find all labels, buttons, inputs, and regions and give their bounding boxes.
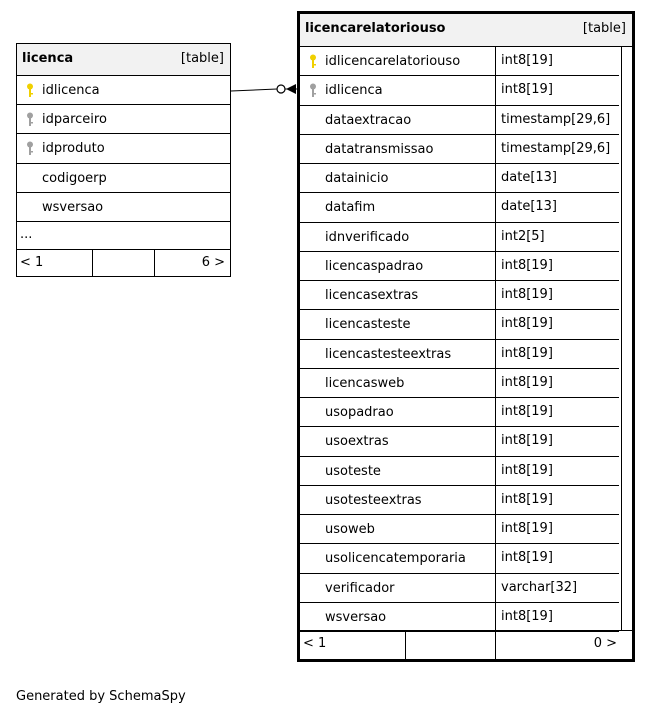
column-type: int8[19] — [501, 82, 553, 98]
column-name: usoextras — [325, 434, 389, 450]
column-name: datatransmissao — [325, 141, 434, 157]
column-row-licencasteste[interactable] — [300, 310, 619, 339]
column-row-idlicenca[interactable] — [17, 76, 230, 105]
column-row-idparceiro[interactable] — [17, 105, 230, 134]
column-name: verificador — [325, 580, 395, 596]
column-name: wsversao — [325, 609, 387, 625]
footer-next[interactable]: 6 > — [201, 255, 225, 270]
column-name: licencasteste — [325, 317, 411, 333]
column-name: idparceiro — [42, 112, 107, 128]
more-columns-ellipsis: ... — [20, 227, 33, 242]
table-footer — [17, 249, 230, 276]
footer-prev[interactable]: < 1 — [303, 636, 327, 651]
column-name: idlicencarelatoriouso — [325, 54, 461, 69]
column-row-usopadrao[interactable] — [300, 398, 619, 427]
primary-key-icon — [309, 54, 317, 69]
column-row-idnverificado[interactable] — [300, 223, 619, 252]
column-row-dataextracao[interactable] — [300, 106, 619, 135]
column-row-licencasweb[interactable] — [300, 369, 619, 398]
table-licencarelatoriouso[interactable] — [297, 11, 635, 662]
column-name: licencasweb — [325, 375, 405, 391]
column-row-verificador[interactable] — [300, 574, 619, 603]
column-name: usoweb — [325, 522, 375, 537]
column-name: idnverificado — [325, 229, 410, 245]
table-footer — [300, 630, 632, 659]
column-row-idlicenca[interactable] — [300, 76, 619, 105]
table-kind: [table] — [180, 51, 224, 66]
column-row-usoextras[interactable] — [300, 427, 619, 456]
column-row-licencastesteextras[interactable] — [300, 340, 619, 369]
zero-cardinality-circle — [277, 85, 285, 93]
column-type: int8[19] — [501, 316, 553, 332]
column-type: int8[19] — [501, 433, 553, 449]
column-type: int2[5] — [501, 228, 545, 244]
column-type: date[13] — [501, 199, 557, 215]
column-name: usopadrao — [325, 405, 394, 420]
column-type: int8[19] — [501, 287, 553, 302]
column-name: dataextracao — [325, 112, 412, 128]
column-type: date[13] — [501, 170, 557, 185]
foreign-key-icon — [26, 141, 34, 156]
column-type: int8[19] — [501, 462, 553, 478]
column-row-wsversao[interactable] — [17, 193, 230, 222]
column-type: int8[19] — [501, 608, 553, 624]
column-row-idproduto[interactable] — [17, 134, 230, 163]
column-type: int8[19] — [501, 257, 553, 273]
table-header — [300, 14, 632, 47]
column-type: varchar[32] — [501, 579, 578, 595]
column-row-datainicio[interactable] — [300, 164, 619, 193]
column-name: datainicio — [325, 171, 389, 186]
column-type: int8[19] — [501, 374, 553, 390]
column-type: int8[19] — [501, 491, 553, 507]
column-name: licencastesteextras — [325, 346, 452, 362]
column-type: int8[19] — [501, 53, 553, 68]
column-row-usolicencatemporaria[interactable] — [300, 544, 619, 573]
column-type: int8[19] — [501, 345, 553, 361]
column-row-datatransmissao[interactable] — [300, 135, 619, 164]
column-row-usotesteextras[interactable] — [300, 486, 619, 515]
column-row-usoteste[interactable] — [300, 457, 619, 486]
column-type: timestamp[29,6] — [501, 111, 611, 127]
column-name: usolicencatemporaria — [325, 551, 466, 567]
table-name: licenca — [22, 51, 74, 66]
column-name: idlicenca — [42, 83, 100, 98]
column-row-licencaspadrao[interactable] — [300, 252, 619, 281]
right-gutter-divider — [621, 47, 622, 630]
column-name: datafim — [325, 200, 376, 216]
more-columns-row — [17, 222, 230, 250]
column-row-wsversao[interactable] — [300, 603, 619, 632]
footer-next[interactable]: 0 > — [593, 636, 617, 651]
column-row-datafim[interactable] — [300, 193, 619, 222]
column-row-codigoerp[interactable] — [17, 164, 230, 193]
foreign-key-icon — [309, 83, 317, 98]
table-header — [17, 44, 230, 76]
column-name: codigoerp — [42, 170, 107, 186]
column-row-licencasextras[interactable] — [300, 281, 619, 310]
column-type: int8[19] — [501, 550, 553, 566]
column-name: wsversao — [42, 199, 104, 215]
table-kind: [table] — [582, 21, 626, 36]
generated-by-label: Generated by SchemaSpy — [16, 689, 186, 704]
column-name: licencasextras — [325, 288, 419, 303]
foreign-key-icon — [26, 112, 34, 127]
column-row-usoweb[interactable] — [300, 515, 619, 544]
column-name: licencaspadrao — [325, 258, 424, 274]
column-name: usotesteextras — [325, 492, 422, 508]
column-name: idlicenca — [325, 83, 383, 99]
column-name: usoteste — [325, 463, 381, 479]
footer-prev[interactable]: < 1 — [20, 255, 44, 270]
column-row-idlicencarelatoriouso[interactable] — [300, 47, 619, 76]
column-type: int8[19] — [501, 521, 553, 536]
column-type: timestamp[29,6] — [501, 140, 611, 156]
column-name: idproduto — [42, 141, 105, 157]
primary-key-icon — [26, 83, 34, 98]
table-licenca[interactable] — [16, 43, 231, 277]
table-name: licencarelatoriouso — [305, 21, 446, 36]
column-type: int8[19] — [501, 404, 553, 419]
